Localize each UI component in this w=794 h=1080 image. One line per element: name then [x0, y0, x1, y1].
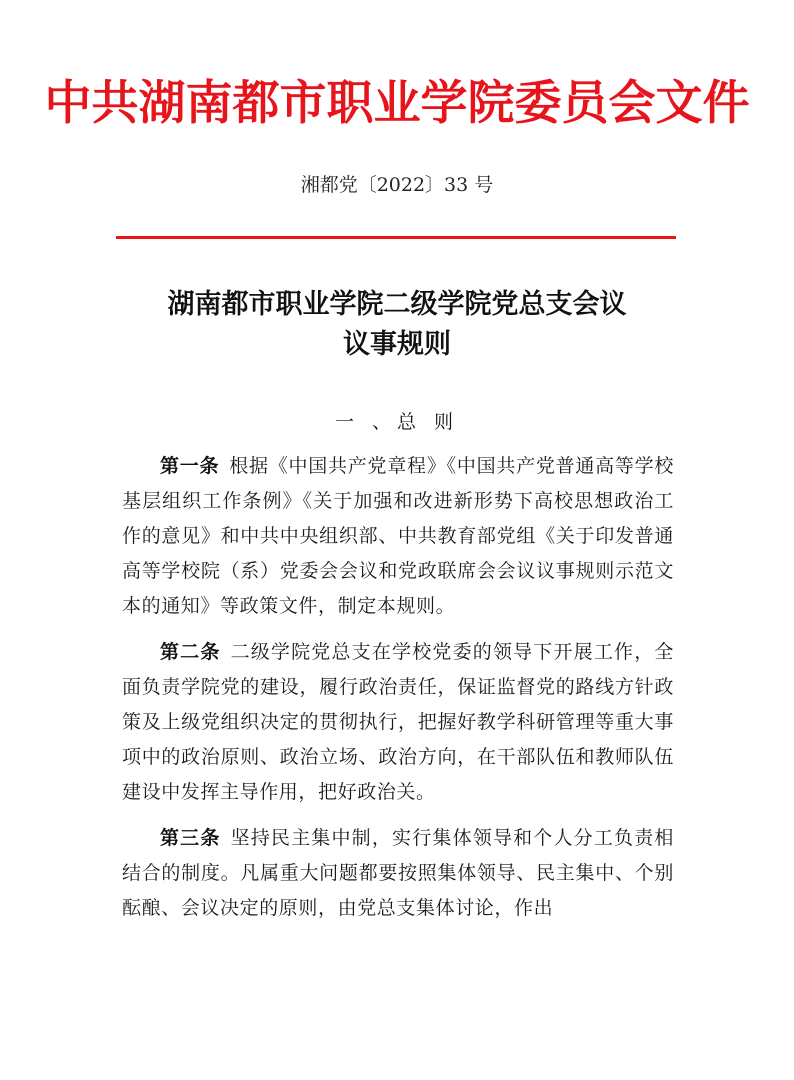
article-1-label: 第一条	[160, 455, 220, 477]
article-3-label: 第三条	[160, 827, 221, 849]
document-title-line-1: 湖南都市职业学院二级学院党总支会议	[167, 289, 627, 320]
document-masthead: 中共湖南都市职业学院委员会文件	[44, 76, 750, 131]
red-divider-line	[116, 236, 676, 239]
document-title-line-2: 议事规则	[343, 329, 451, 360]
article-1-text: 根据《中国共产党章程》《中国共产党普通高等学校基层组织工作条例》《关于加强和改进新形势下高校思想政治工作的意见》和中共中央组织部、中共教育部党组《关于印发普通高等学校院（系）党委会会议和党政联席会会议议事规则示范文本的通知》等政策文件，制定本规则。	[122, 455, 674, 617]
section-heading: 一 、总 则	[334, 411, 460, 433]
article-2	[122, 635, 674, 810]
article-2-text: 二级学院党总支在学校党委的领导下开展工作，全面负责学院党的建设，履行政治责任，保证监督党的路线方针政策及上级党组织决定的贯彻执行，把握好教学科研管理等重大事项中的政治原则、政治立场、政治方向，在干部队伍和教师队伍建设中发挥主导作用，把好政治关。	[122, 641, 674, 803]
article-1	[122, 449, 674, 624]
article-3	[122, 821, 674, 926]
article-2-label: 第二条	[160, 641, 221, 663]
article-3-text: 坚持民主集中制，实行集体领导和个人分工负责相结合的制度。凡属重大问题都要按照集体领导、民主集中、个别酝酿、会议决定的原则，由党总支集体讨论，作出	[122, 827, 674, 919]
document-body	[122, 449, 674, 926]
document-title	[0, 285, 794, 365]
document-number: 湘都党〔2022〕33 号	[300, 174, 494, 196]
